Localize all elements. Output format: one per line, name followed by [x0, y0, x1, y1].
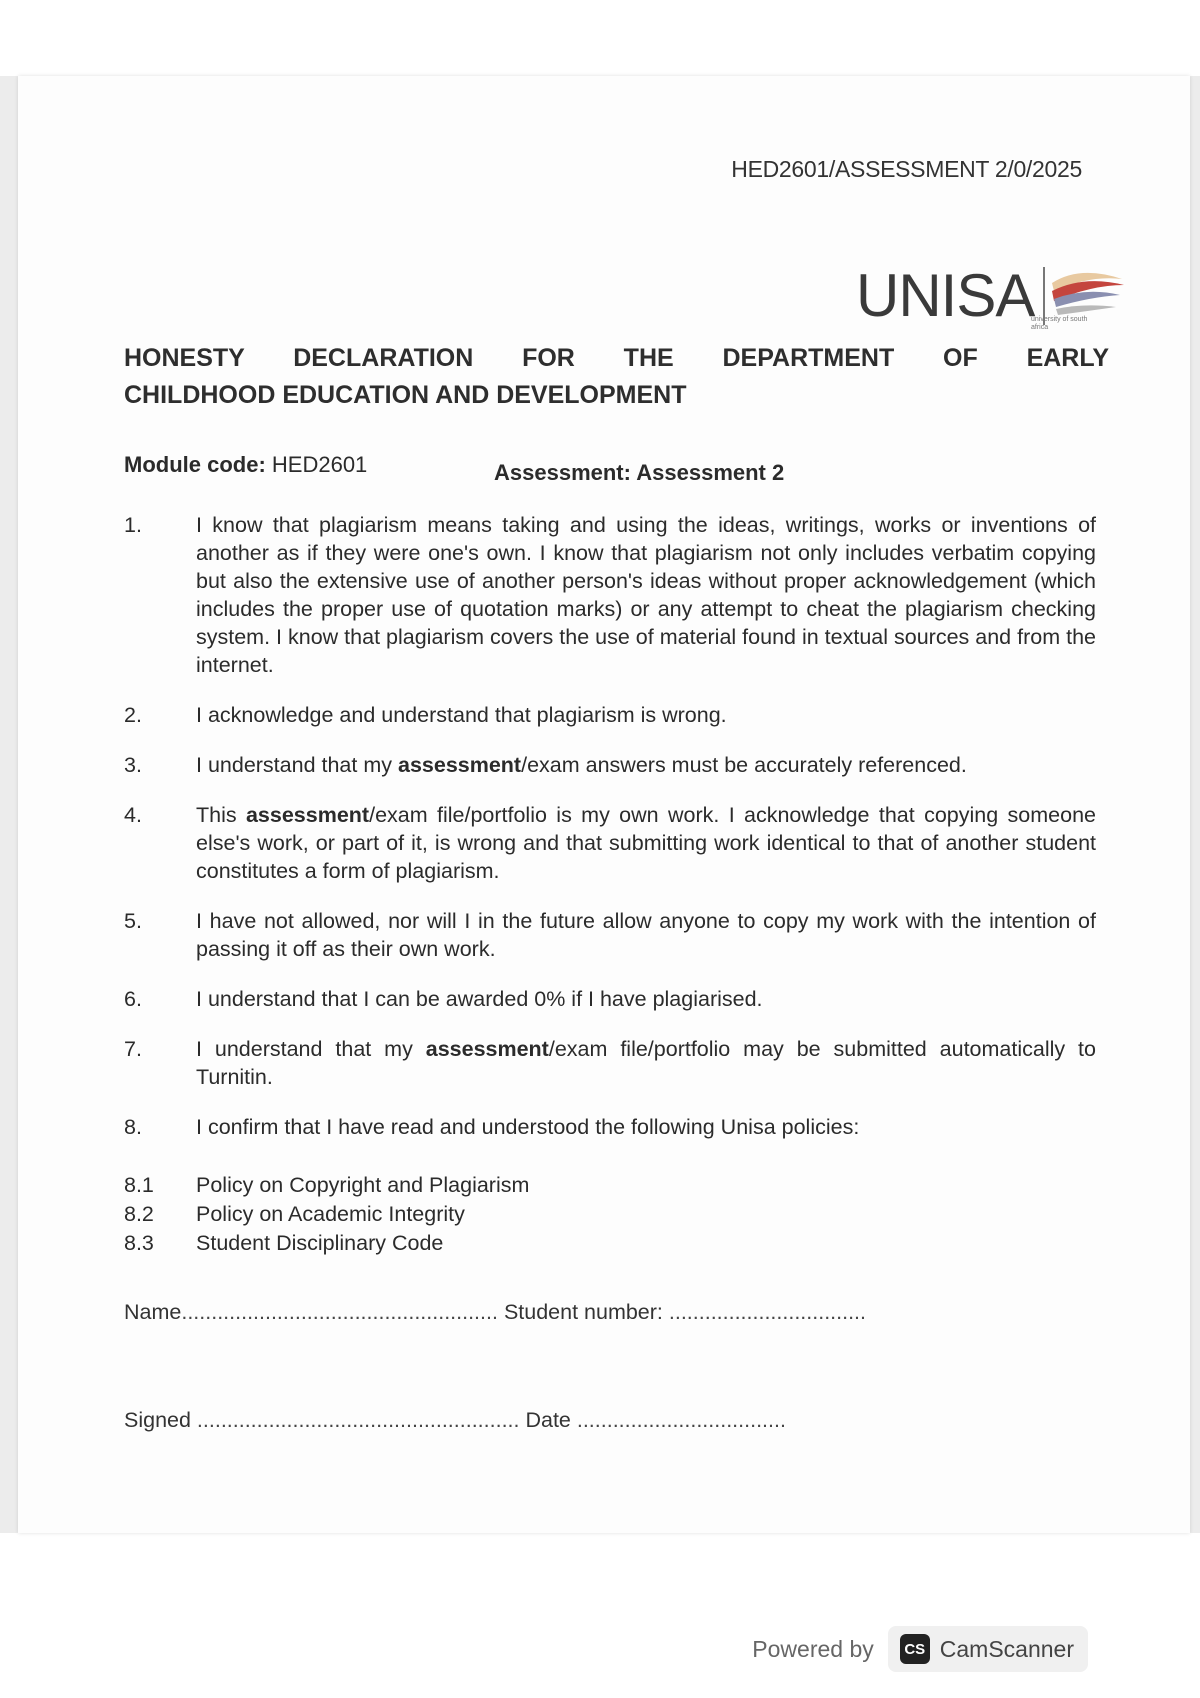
signature-row: [124, 1408, 786, 1433]
policy-number: 8.1: [124, 1173, 154, 1197]
list-item: [124, 985, 1096, 1013]
policy-text: Policy on Academic Integrity: [196, 1202, 465, 1226]
item-text: I understand that my assessment/exam answers must be accurately referenced.: [196, 753, 967, 777]
list-item: [124, 801, 1096, 885]
assessment-info: [494, 460, 784, 486]
name-label: Name: [124, 1300, 182, 1324]
policy-item: [124, 1200, 1096, 1229]
signed-label: Signed: [124, 1408, 191, 1432]
item-number: 5.: [124, 909, 142, 933]
camscanner-name: CamScanner: [939, 1635, 1074, 1662]
item-number: 2.: [124, 703, 142, 727]
item-text: I understand that my assessment/exam file/portfolio may be submitted automatically to Turnitin.: [196, 1037, 1096, 1089]
module-code-value: HED2601: [271, 452, 368, 477]
policy-text: Policy on Copyright and Plagiarism: [196, 1173, 530, 1197]
list-item: [124, 701, 1096, 729]
item-number: 4.: [124, 803, 142, 827]
name-field[interactable]: .....................................................: [181, 1300, 504, 1324]
list-item: [124, 1113, 1096, 1141]
module-info: [124, 452, 1024, 485]
item-number: 7.: [124, 1037, 142, 1061]
document-reference: HED2601/ASSESSMENT 2/0/2025: [731, 156, 1082, 182]
item-number: 8.: [124, 1115, 142, 1139]
item-text: I acknowledge and understand that plagiarism is wrong.: [196, 703, 727, 727]
date-label: Date: [525, 1408, 571, 1432]
name-row: [124, 1300, 866, 1325]
title-line-2: CHILDHOOD EDUCATION AND DEVELOPMENT: [124, 381, 687, 409]
assessment-label: Assessment:: [494, 460, 631, 485]
camscanner-watermark: [752, 1626, 1088, 1672]
policy-number: 8.2: [124, 1202, 154, 1226]
item-text: I know that plagiarism means taking and using the ideas, writings, works or inventions of another as if they were one's own. I know that plagiarism not only includes verbatim copying but also the extensive use of another person's ideas without proper acknowledgement (which includes the proper use of quotation marks) or any attempt to cheat the plagiarism checking system. I know that plagiarism covers the use of material found in textual sources and from the internet.: [196, 513, 1096, 677]
policy-item: [124, 1229, 1096, 1258]
policy-number: 8.3: [124, 1231, 154, 1255]
date-field[interactable]: ...................................: [570, 1408, 786, 1432]
declaration-list: [124, 511, 1096, 1258]
item-text: This assessment/exam file/portfolio is my own work. I acknowledge that copying someone else's work, or part of it, is wrong and that submitting work identical to that of another student constitutes a form of plagiarism.: [196, 803, 1096, 883]
signature-field[interactable]: ......................................................: [190, 1408, 526, 1432]
student-number-label: Student number:: [503, 1300, 663, 1324]
camscanner-badge: [888, 1626, 1088, 1672]
list-item: [124, 751, 1096, 779]
title-line-1: HONESTY DECLARATION FOR THE DEPARTMENT OF EARLY: [124, 344, 1109, 372]
policy-text: Student Disciplinary Code: [196, 1231, 444, 1255]
policy-item: [124, 1171, 1096, 1200]
item-number: 1.: [124, 513, 142, 537]
powered-by-label: Powered by: [752, 1635, 874, 1662]
item-number: 6.: [124, 987, 142, 1011]
list-item: [124, 907, 1096, 963]
item-text: I have not allowed, nor will I in the future allow anyone to copy my work with the intention of passing it off as their own work.: [196, 909, 1096, 961]
item-text: I understand that I can be awarded 0% if I have plagiarised.: [196, 987, 763, 1011]
module-code-label: Module code:: [124, 452, 266, 477]
item-text: I confirm that I have read and understood the following Unisa policies:: [196, 1115, 860, 1139]
list-item: [124, 511, 1096, 679]
logo-tagline: university of south africa: [1031, 316, 1088, 331]
document-page: [18, 76, 1190, 1533]
camscanner-icon: CS: [900, 1634, 930, 1664]
page-title: [124, 340, 1109, 414]
assessment-value: Assessment 2: [636, 460, 785, 485]
logo-text: UNISA: [856, 262, 1035, 329]
list-item: [124, 1035, 1096, 1091]
item-number: 3.: [124, 753, 142, 777]
student-number-field[interactable]: .................................: [662, 1300, 867, 1324]
